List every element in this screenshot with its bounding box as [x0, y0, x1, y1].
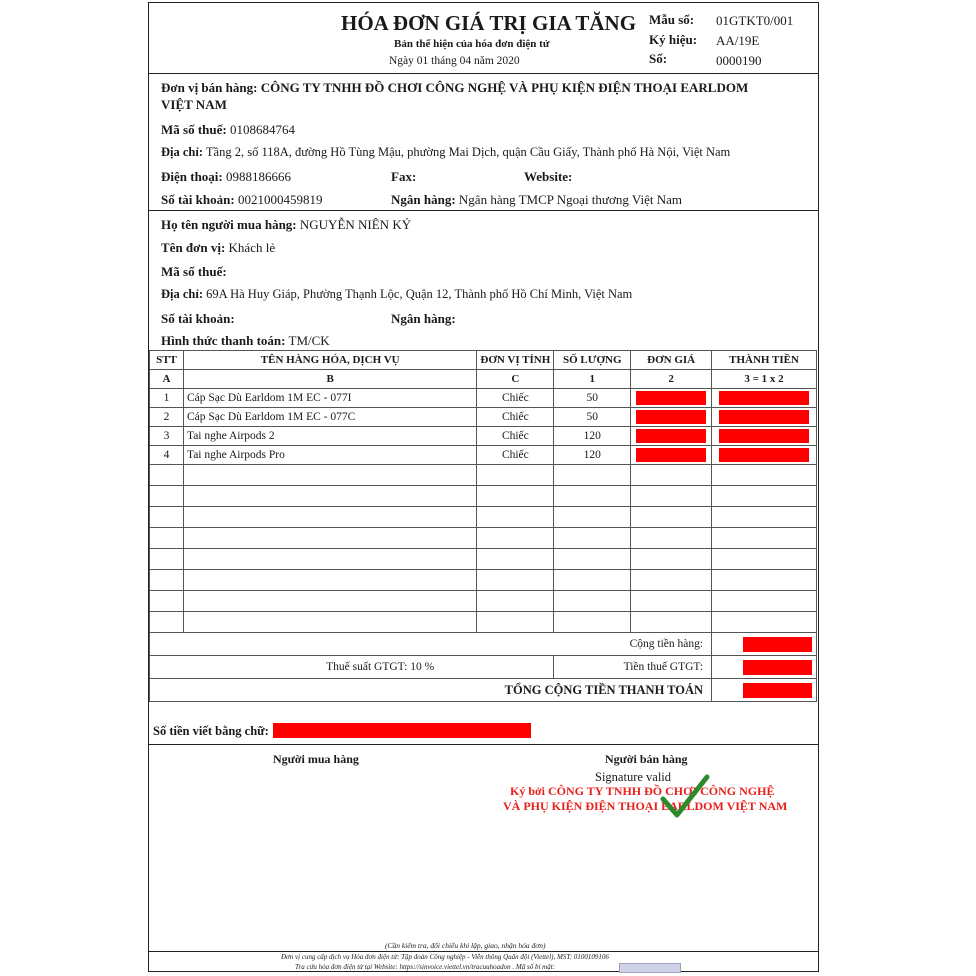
grand-total-redacted — [712, 679, 817, 702]
seller-address-value: Tầng 2, số 118A, đường Hồ Tùng Mậu, phường Mai Dịch, quận Cầu Giấy, Thành phố Hà Nội, Việt Nam — [205, 145, 731, 159]
buyer-unit-label: Tên đơn vị: — [161, 240, 226, 255]
row-unit-price-redacted — [631, 408, 712, 427]
buyer-unit-value: Khách lẻ — [228, 240, 276, 255]
row-unit-price-redacted — [631, 446, 712, 465]
invoice-subtitle: Bản thể hiện của hóa đơn điện tử — [394, 38, 550, 50]
seller-unit-value: CÔNG TY TNHH ĐỒ CHƠI CÔNG NGHỆ VÀ PHỤ KIỆN ĐIỆN THOẠI EARLDOM — [260, 80, 749, 95]
row-item-name: Tai nghe Airpods 2 — [183, 427, 476, 446]
vat-rate-label: Thuế suất GTGT: 10 % — [150, 656, 554, 679]
amount-words-redacted — [273, 723, 531, 738]
subtotal-redacted — [712, 633, 817, 656]
buyer-name-value: NGUYỄN NIÊN KỶ — [299, 217, 412, 232]
buyer-address — [161, 287, 632, 302]
row-qty: 50 — [554, 408, 631, 427]
row-amount-redacted — [712, 446, 817, 465]
amount-words-label: Số tiền viết bằng chữ: — [153, 724, 269, 738]
col-header: STT — [150, 351, 184, 370]
vat-row — [150, 656, 817, 679]
table-row — [150, 389, 817, 408]
row-qty: 120 — [554, 427, 631, 446]
seller-bank — [391, 192, 682, 208]
invoice-title: HÓA ĐƠN GIÁ TRỊ GIA TĂNG — [341, 11, 637, 35]
items-table — [149, 350, 817, 702]
buyer-name — [161, 217, 411, 233]
buyer-account-label: Số tài khoản: — [161, 311, 235, 326]
table-row-empty — [150, 570, 817, 591]
row-unit: Chiếc — [477, 446, 554, 465]
signed-by-line1: Ký bởi CÔNG TY TNHH ĐỒ CHƠI CÔNG NGHỆ — [510, 784, 775, 798]
buyer-payment-label: Hình thức thanh toán: — [161, 333, 286, 348]
seller-phone-label: Điện thoại: — [161, 169, 223, 184]
seller-tax-label: Mã số thuế: — [161, 122, 227, 137]
seller-address — [161, 145, 730, 160]
secret-code-redacted — [619, 963, 681, 973]
buyer-bank-label: Ngân hàng: — [391, 311, 456, 326]
footer-provider: Đơn vị cung cấp dịch vụ Hóa đơn điện tử: Tập đoàn Công nghiệp - Viễn thông Quân đội (Viettel), MST: 0100109106 — [281, 953, 609, 961]
col-header: ĐƠN VỊ TÍNH — [477, 351, 554, 370]
buyer-payment-value: TM/CK — [288, 333, 330, 348]
subtotal-label: Cộng tiền hàng: — [150, 633, 712, 656]
divider — [149, 951, 818, 952]
row-amount-redacted — [712, 427, 817, 446]
seller-unit — [161, 80, 748, 96]
seller-account — [161, 192, 322, 208]
row-stt: 1 — [150, 389, 184, 408]
mau-so-value: 01GTKT0/001 — [716, 13, 794, 28]
buyer-signature-label: Người mua hàng — [273, 752, 359, 766]
so-label: Số: — [649, 51, 668, 66]
seller-tax-value: 0108684764 — [229, 122, 295, 137]
seller-bank-value: Ngân hàng TMCP Ngoại thương Việt Nam — [458, 192, 682, 207]
seller-fax-label: Fax: — [391, 169, 417, 184]
table-row-empty — [150, 528, 817, 549]
seller-account-value: 0021000459819 — [237, 192, 323, 207]
buyer-payment — [161, 333, 330, 349]
so-value: 0000190 — [716, 53, 762, 68]
row-item-name: Cáp Sạc Dù Earldom 1M EC - 077I — [183, 389, 476, 408]
col-header: THÀNH TIỀN — [712, 351, 817, 370]
table-row-empty — [150, 549, 817, 570]
signed-by-line2: VÀ PHỤ KIỆN ĐIỆN THOẠI EARLDOM VIỆT NAM — [503, 799, 788, 813]
table-row-empty — [150, 486, 817, 507]
table-row — [150, 446, 817, 465]
col-code: B — [183, 370, 476, 389]
invoice-date: Ngày 01 tháng 04 năm 2020 — [389, 55, 520, 67]
signature-valid-text: Signature valid — [595, 770, 672, 784]
col-code: C — [477, 370, 554, 389]
table-row-empty — [150, 591, 817, 612]
col-code: 3 = 1 x 2 — [712, 370, 817, 389]
invoice-document — [148, 2, 819, 972]
vat-redacted — [712, 656, 817, 679]
col-header: SỐ LƯỢNG — [554, 351, 631, 370]
row-item-name: Cáp Sạc Dù Earldom 1M EC - 077C — [183, 408, 476, 427]
buyer-address-value: 69A Hà Huy Giáp, Phường Thạnh Lộc, Quận 12, Thành phố Hồ Chí Minh, Việt Nam — [206, 287, 633, 301]
row-stt: 3 — [150, 427, 184, 446]
row-item-name: Tai nghe Airpods Pro — [183, 446, 476, 465]
seller-unit-line2: VIỆT NAM — [161, 97, 227, 112]
row-qty: 50 — [554, 389, 631, 408]
divider — [149, 73, 818, 74]
row-stt: 4 — [150, 446, 184, 465]
seller-tax — [161, 122, 295, 138]
vat-label: Tiền thuế GTGT: — [554, 656, 712, 679]
seller-bank-label: Ngân hàng: — [391, 192, 456, 207]
footer-lookup: Tra cứu hóa đơn điện tử tại Website: https://sinvoice.viettel.vn/tracuuhoadon . Mã số bí mật: — [295, 963, 555, 971]
table-row — [150, 427, 817, 446]
seller-signature-label: Người bán hàng — [605, 752, 688, 766]
buyer-address-label: Địa chỉ: — [161, 287, 204, 301]
row-unit: Chiếc — [477, 389, 554, 408]
subtotal-row — [150, 633, 817, 656]
row-unit-price-redacted — [631, 389, 712, 408]
footer-note: (Cần kiểm tra, đối chiếu khi lập, giao, nhận hóa đơn) — [385, 941, 546, 950]
seller-account-label: Số tài khoản: — [161, 192, 235, 207]
divider — [149, 744, 818, 745]
row-unit-price-redacted — [631, 427, 712, 446]
checkmark-icon — [659, 773, 711, 821]
table-row-empty — [150, 465, 817, 486]
buyer-tax-label: Mã số thuế: — [161, 264, 227, 279]
col-code: 2 — [631, 370, 712, 389]
seller-phone-value: 0988186666 — [226, 169, 291, 184]
col-header: ĐƠN GIÁ — [631, 351, 712, 370]
seller-website-label: Website: — [524, 169, 573, 184]
col-header: TÊN HÀNG HÓA, DỊCH VỤ — [183, 351, 476, 370]
table-row-empty — [150, 612, 817, 633]
mau-so-label: Mẫu số: — [649, 12, 695, 27]
buyer-unit — [161, 240, 275, 256]
row-unit: Chiếc — [477, 427, 554, 446]
seller-unit-label: Đơn vị bán hàng: — [161, 80, 258, 95]
col-code: A — [150, 370, 184, 389]
row-amount-redacted — [712, 408, 817, 427]
ky-hieu-value: AA/19E — [716, 33, 760, 48]
grand-total-row — [150, 679, 817, 702]
row-stt: 2 — [150, 408, 184, 427]
row-amount-redacted — [712, 389, 817, 408]
row-qty: 120 — [554, 446, 631, 465]
row-unit: Chiếc — [477, 408, 554, 427]
buyer-name-label: Họ tên người mua hàng: — [161, 217, 297, 232]
col-code: 1 — [554, 370, 631, 389]
grand-total-label: TỔNG CỘNG TIỀN THANH TOÁN — [150, 679, 712, 702]
table-row — [150, 408, 817, 427]
ky-hieu-label: Ký hiệu: — [649, 32, 698, 47]
seller-phone — [161, 169, 291, 185]
divider — [149, 210, 818, 211]
table-header-row — [150, 351, 817, 370]
seller-address-label: Địa chỉ: — [161, 145, 204, 159]
table-code-row — [150, 370, 817, 389]
table-row-empty — [150, 507, 817, 528]
